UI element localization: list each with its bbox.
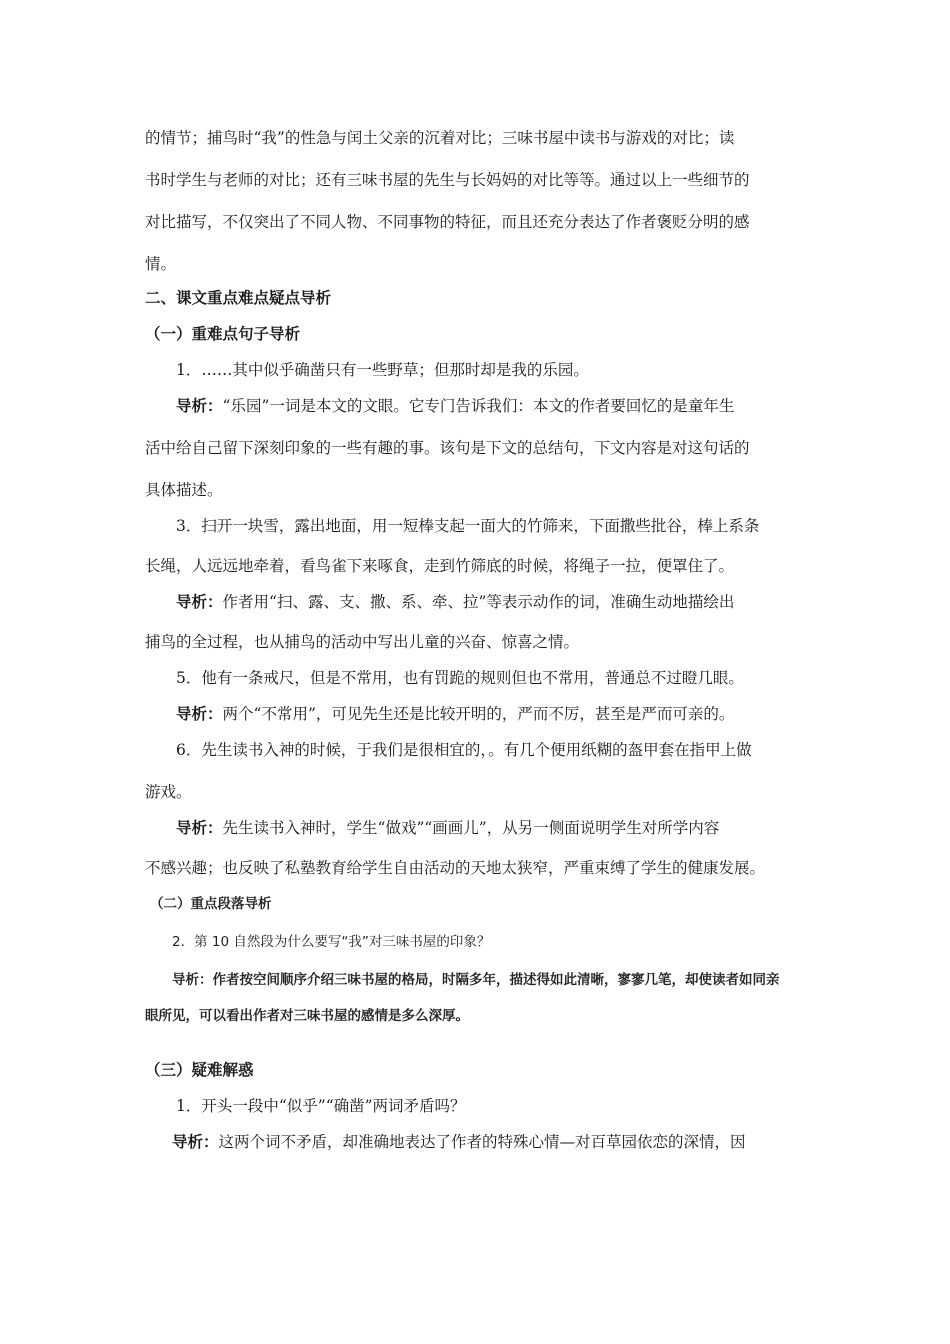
sentence-3-line-2: 长绳，人远远地牵着，看鸟雀下来啄食，走到竹筛底的时候，将绳子一拉，便罩住了。 (145, 557, 735, 575)
analysis-3-line-2: 捕鸟的全过程，也从捕鸟的活动中写出儿童的兴奋、惊喜之情。 (145, 633, 580, 651)
sentence-1: 1．……其中似乎确凿只有一些野草；但那时却是我的乐园。 (176, 361, 589, 379)
analysis-label: 导析： (176, 397, 223, 415)
analysis-text: 作者按空间顺序介绍三味书屋的格局，时隔多年，描述得如此清晰，寥寥几笔，却使读者如同亲 (212, 972, 780, 988)
subsection-1-heading: （一）重难点句子导析 (145, 325, 301, 343)
question-1: 1．开头一段中“似乎”“确凿”两词矛盾吗？ (176, 1097, 466, 1115)
analysis-label: 导析： (176, 593, 223, 611)
intro-line-4: 情。 (145, 255, 177, 273)
analysis-label: 导析： (172, 1133, 219, 1151)
analysis-1-line-2: 活中给自己留下深刻印象的一些有趣的事。该句是下文的总结句，下文内容是对这句话的 (145, 439, 750, 457)
subsection-2-heading: （二）重点段落导析 (150, 896, 272, 912)
analysis-label: 导析： (172, 972, 213, 988)
intro-line-3: 对比描写，不仅突出了不同人物、不同事物的特征，而且还充分表达了作者褒贬分明的感 (145, 213, 750, 231)
analysis-1-line-1 (176, 396, 734, 416)
subsection-3-heading: （三）疑难解惑 (145, 1061, 254, 1079)
paragraph-question: 2．第 10 自然段为什么要写“我”对三味书屋的印象？ (172, 934, 491, 950)
paragraph-analysis-line-2: 眼所见，可以看出作者对三味书屋的感情是多么深厚。 (145, 1008, 469, 1024)
analysis-text: 两个“不常用”，可见先生还是比较开明的，严而不厉，甚至是严而可亲的。 (222, 705, 735, 723)
question-1-analysis (172, 1132, 746, 1152)
analysis-text: 这两个词不矛盾，却准确地表达了作者的特殊心情—对百草园依恋的深情，因 (218, 1133, 746, 1151)
analysis-6-line-1 (176, 818, 719, 838)
analysis-1-line-3: 具体描述。 (145, 481, 223, 499)
analysis-text: 作者用“扫、露、支、撒、系、牵、拉”等表示动作的词，准确生动地描绘出 (222, 593, 735, 611)
analysis-6-line-2: 不感兴趣；也反映了私塾教育给学生自由活动的天地太狭窄，严重束缚了学生的健康发展。 (145, 859, 766, 877)
section-2-heading: 二、课文重点难点疑点导析 (145, 289, 332, 307)
analysis-label: 导析： (176, 705, 223, 723)
intro-line-2: 书时学生与老师的对比；还有三味书屋的先生与长妈妈的对比等等。通过以上一些细节的 (145, 171, 750, 189)
sentence-3-line-1: 3．扫开一块雪，露出地面，用一短棒支起一面大的竹筛来，下面撒些批谷，棒上系条 (176, 517, 760, 535)
intro-line-1: 的情节；捕鸟时“我”的性急与闰土父亲的沉着对比；三味书屋中读书与游戏的对比；读 (145, 129, 735, 147)
analysis-5-line-1 (176, 704, 734, 724)
analysis-label: 导析： (176, 819, 223, 837)
sentence-6-line-1: 6．先生读书入神的时候，于我们是很相宜的，。有几个便用纸糊的盔甲套在指甲上做 (176, 741, 752, 759)
paragraph-analysis-line-1 (172, 970, 780, 990)
analysis-text: 先生读书入神时，学生“做戏”“画画儿”，从另一侧面说明学生对所学内容 (222, 819, 720, 837)
analysis-text: “乐园”一词是本文的文眼。它专门告诉我们：本文的作者要回忆的是童年生 (222, 397, 735, 415)
analysis-3-line-1 (176, 592, 734, 612)
sentence-5: 5．他有一条戒尺，但是不常用，也有罚跪的规则但也不常用，普通总不过瞪几眼。 (176, 669, 744, 687)
sentence-6-line-2: 游戏。 (145, 783, 192, 801)
